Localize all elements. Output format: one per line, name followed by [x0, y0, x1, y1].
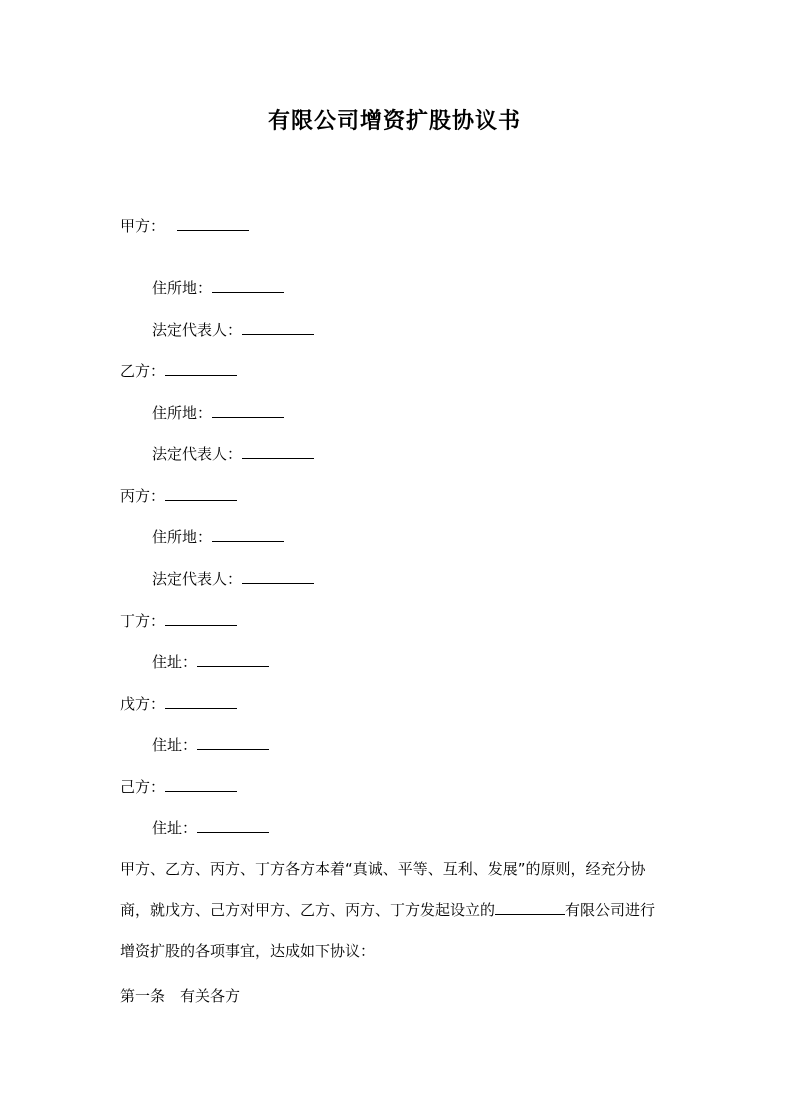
party-c-line [120, 486, 237, 506]
party-c-rep-label: 法定代表人： [152, 570, 243, 588]
party-c-blank [165, 486, 237, 501]
party-c-rep-blank [242, 569, 314, 584]
party-d-address-blank [197, 652, 269, 667]
company-name-blank [495, 900, 565, 915]
party-b-address-blank [212, 403, 284, 418]
party-e-address-line [152, 735, 269, 755]
party-c-label: 丙方： [120, 487, 166, 505]
party-c-rep-line [152, 569, 314, 589]
party-f-address-line [152, 818, 269, 838]
intro-paragraph [120, 849, 670, 972]
article-1-heading: 第一条 有关各方 [120, 987, 241, 1005]
party-b-rep-label: 法定代表人： [152, 445, 243, 463]
party-a-rep-label: 法定代表人： [152, 321, 243, 339]
party-e-label: 戊方： [120, 695, 166, 713]
party-f-label: 己方： [120, 778, 166, 796]
party-f-address-blank [197, 818, 269, 833]
party-d-blank [165, 611, 237, 626]
party-d-address-line [152, 652, 269, 672]
party-a-line [120, 216, 249, 236]
party-f-address-label: 住址： [152, 819, 198, 837]
party-d-label: 丁方： [120, 612, 166, 630]
party-e-address-blank [197, 735, 269, 750]
party-b-line [120, 361, 237, 381]
party-b-rep-blank [242, 444, 314, 459]
party-d-line [120, 611, 237, 631]
party-a-rep-blank [242, 320, 314, 335]
party-a-address-blank [212, 278, 284, 293]
party-e-line [120, 694, 237, 714]
party-b-blank [165, 361, 237, 376]
party-a-label: 甲方： [120, 217, 166, 235]
party-a-rep-line [152, 320, 314, 340]
intro-text-1: 甲方、乙方、丙方、丁方各方本着“真诚、平等、互利、发展”的原则，经充分协商，就戊方、己方对甲方、乙方、丙方、丁方发起设立的 [120, 860, 646, 919]
party-c-address-blank [212, 527, 284, 542]
party-b-address-line [152, 403, 284, 423]
party-f-line [120, 777, 237, 797]
party-b-address-label: 住所地： [152, 404, 213, 422]
party-b-rep-line [152, 444, 314, 464]
party-a-address-label: 住所地： [152, 279, 213, 297]
party-c-address-line [152, 527, 284, 547]
party-e-address-label: 住址： [152, 736, 198, 754]
party-a-blank [177, 216, 249, 231]
party-a-address-line [152, 278, 284, 298]
party-b-label: 乙方： [120, 362, 166, 380]
intro-text-2: 有限公司进行增资扩股的各项事宜，达成如下协议： [120, 901, 656, 960]
document-title: 有限公司增资扩股协议书 [267, 108, 521, 134]
party-c-address-label: 住所地： [152, 528, 213, 546]
party-e-blank [165, 694, 237, 709]
party-f-blank [165, 777, 237, 792]
party-d-address-label: 住址： [152, 653, 198, 671]
